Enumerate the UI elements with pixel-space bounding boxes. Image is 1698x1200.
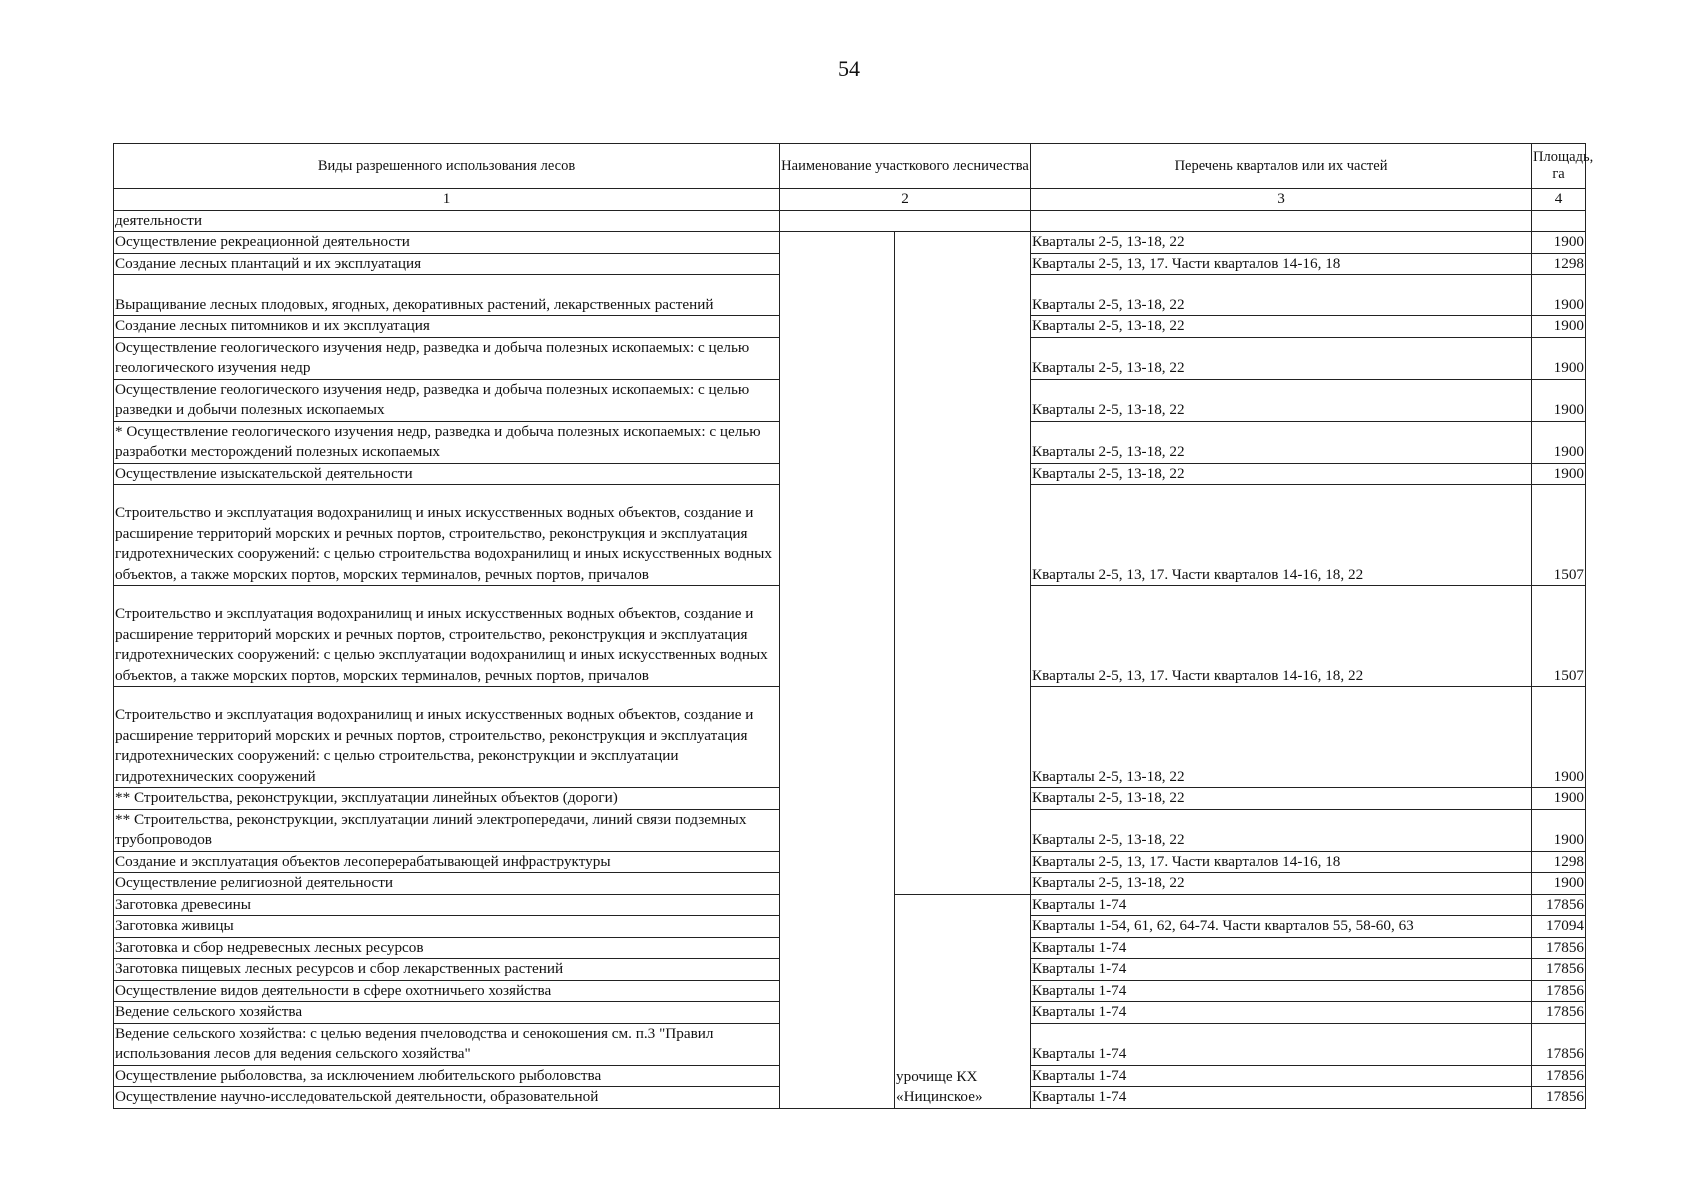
forest-use-cell: Осуществление геологического изучения недр, разведка и добыча полезных ископаемых: с целью геологического изучения недр — [114, 337, 780, 379]
area-cell: 17856 — [1532, 959, 1586, 981]
quarters-cell: Кварталы 2-5, 13-18, 22 — [1031, 421, 1532, 463]
area-cell: 1900 — [1532, 275, 1586, 316]
area-cell: 1900 — [1532, 232, 1586, 254]
continuation-blank — [1532, 210, 1586, 232]
quarters-cell: Кварталы 1-74 — [1031, 1002, 1532, 1024]
area-cell: 1900 — [1532, 421, 1586, 463]
column-number: 3 — [1031, 189, 1532, 211]
area-cell: 1900 — [1532, 809, 1586, 851]
quarters-cell: Кварталы 1-74 — [1031, 959, 1532, 981]
tract-name-cell: урочище КХ «Ницинское» — [895, 894, 1031, 1108]
forest-use-cell: Создание лесных питомников и их эксплуатация — [114, 316, 780, 338]
area-cell: 1900 — [1532, 316, 1586, 338]
forest-use-cell: Выращивание лесных плодовых, ягодных, декоративных растений, лекарственных растений — [114, 275, 780, 316]
continuation-blank — [1031, 210, 1532, 232]
forest-use-cell: Ведение сельского хозяйства — [114, 1002, 780, 1024]
forest-use-cell: Создание лесных плантаций и их эксплуатация — [114, 253, 780, 275]
area-cell: 17856 — [1532, 980, 1586, 1002]
forest-use-cell: Осуществление научно-исследовательской деятельности, образовательной — [114, 1087, 780, 1109]
forest-use-cell: Строительство и эксплуатация водохранилищ и иных искусственных водных объектов, создание и расширение территорий морских и речных портов, строительство, реконструкция и эксплуатация гидротехнических сооружений: с целью строительства водохранилищ и иных искусственных водных объектов, а также морских портов, морских терминалов, речных портов, причалов — [114, 485, 780, 586]
area-cell: 17856 — [1532, 1023, 1586, 1065]
quarters-cell: Кварталы 1-74 — [1031, 1087, 1532, 1109]
forest-use-cell: Осуществление изыскательской деятельности — [114, 463, 780, 485]
area-cell: 1507 — [1532, 485, 1586, 586]
forest-use-cell: Заготовка пищевых лесных ресурсов и сбор лекарственных растений — [114, 959, 780, 981]
forest-use-cell: ** Строительства, реконструкции, эксплуатации линий электропередачи, линий связи подземных трубопроводов — [114, 809, 780, 851]
page-number: 54 — [838, 56, 860, 81]
continuation-blank — [780, 210, 1031, 232]
header-area: Площадь, га — [1532, 144, 1586, 189]
forest-use-cell: Осуществление геологического изучения недр, разведка и добыча полезных ископаемых: с целью разведки и добычи полезных ископаемых — [114, 379, 780, 421]
quarters-cell: Кварталы 2-5, 13, 17. Части кварталов 14-16, 18, 22 — [1031, 485, 1532, 586]
quarters-cell: Кварталы 1-74 — [1031, 937, 1532, 959]
area-cell: 1507 — [1532, 586, 1586, 687]
table-header-row — [114, 144, 1586, 189]
area-cell: 17856 — [1532, 1065, 1586, 1087]
forest-use-cell: Ведение сельского хозяйства: с целью ведения пчеловодства и сенокошения см. п.3 "Правил использования лесов для ведения сельского хозяйства" — [114, 1023, 780, 1065]
area-cell: 1298 — [1532, 851, 1586, 873]
quarters-cell: Кварталы 1-74 — [1031, 980, 1532, 1002]
forest-use-cell: Заготовка живицы — [114, 916, 780, 938]
area-cell: 17094 — [1532, 916, 1586, 938]
area-cell: 1900 — [1532, 337, 1586, 379]
forest-use-cell: Осуществление рыболовства, за исключением любительского рыболовства — [114, 1065, 780, 1087]
quarters-cell: Кварталы 2-5, 13-18, 22 — [1031, 316, 1532, 338]
column-number-row — [114, 189, 1586, 211]
quarters-cell: Кварталы 2-5, 13-18, 22 — [1031, 463, 1532, 485]
quarters-cell: Кварталы 2-5, 13-18, 22 — [1031, 337, 1532, 379]
forest-use-cell: Осуществление видов деятельности в сфере охотничьего хозяйства — [114, 980, 780, 1002]
area-cell: 1900 — [1532, 687, 1586, 788]
quarters-cell: Кварталы 1-54, 61, 62, 64-74. Части кварталов 55, 58-60, 63 — [1031, 916, 1532, 938]
quarters-cell: Кварталы 2-5, 13-18, 22 — [1031, 788, 1532, 810]
quarters-cell: Кварталы 2-5, 13-18, 22 — [1031, 232, 1532, 254]
header-forest-use-types: Виды разрешенного использования лесов — [114, 144, 780, 189]
forest-use-cell: Заготовка древесины — [114, 894, 780, 916]
tract-blank-cell — [895, 232, 1031, 895]
quarters-cell: Кварталы 2-5, 13-18, 22 — [1031, 379, 1532, 421]
forest-use-cell: * Осуществление геологического изучения недр, разведка и добыча полезных ископаемых: с целью разработки месторождений полезных ископаемых — [114, 421, 780, 463]
area-cell: 17856 — [1532, 894, 1586, 916]
column-number: 4 — [1532, 189, 1586, 211]
district-name-cell — [780, 232, 895, 1109]
quarters-cell: Кварталы 1-74 — [1031, 894, 1532, 916]
area-cell: 1900 — [1532, 788, 1586, 810]
header-quarters-list: Перечень кварталов или их частей — [1031, 144, 1532, 189]
column-number: 2 — [780, 189, 1031, 211]
area-cell: 1900 — [1532, 873, 1586, 895]
forest-use-table — [113, 143, 1594, 1109]
quarters-cell: Кварталы 2-5, 13-18, 22 — [1031, 687, 1532, 788]
quarters-cell: Кварталы 1-74 — [1031, 1023, 1532, 1065]
quarters-cell: Кварталы 2-5, 13, 17. Части кварталов 14-16, 18, 22 — [1031, 586, 1532, 687]
forest-use-cell: Создание и эксплуатация объектов лесоперерабатывающей инфраструктуры — [114, 851, 780, 873]
quarters-cell: Кварталы 1-74 — [1031, 1065, 1532, 1087]
header-district-name: Наименование участкового лесничества — [780, 144, 1031, 189]
quarters-cell: Кварталы 2-5, 13-18, 22 — [1031, 873, 1532, 895]
quarters-cell: Кварталы 2-5, 13-18, 22 — [1031, 809, 1532, 851]
forest-use-cell: Осуществление религиозной деятельности — [114, 873, 780, 895]
area-cell: 17856 — [1532, 1002, 1586, 1024]
forest-use-cell: Строительство и эксплуатация водохранилищ и иных искусственных водных объектов, создание и расширение территорий морских и речных портов, строительство, реконструкция и эксплуатация гидротехнических сооружений: с целью эксплуатации водохранилищ и иных искусственных водных объектов, а также морских портов, морских терминалов, речных портов, причалов — [114, 586, 780, 687]
column-number: 1 — [114, 189, 780, 211]
area-cell: 1900 — [1532, 379, 1586, 421]
quarters-cell: Кварталы 2-5, 13, 17. Части кварталов 14-16, 18 — [1031, 851, 1532, 873]
continuation-row — [114, 210, 1586, 232]
quarters-cell: Кварталы 2-5, 13-18, 22 — [1031, 275, 1532, 316]
continuation-text: деятельности — [114, 210, 780, 232]
quarters-cell: Кварталы 2-5, 13, 17. Части кварталов 14-16, 18 — [1031, 253, 1532, 275]
table-row — [114, 232, 1586, 254]
area-cell: 1900 — [1532, 463, 1586, 485]
forest-use-cell: Заготовка и сбор недревесных лесных ресурсов — [114, 937, 780, 959]
table-body — [114, 210, 1586, 1108]
forest-use-cell: Строительство и эксплуатация водохранилищ и иных искусственных водных объектов, создание и расширение территорий морских и речных портов, строительство, реконструкция и эксплуатация гидротехнических сооружений: с целью строительства, реконструкции и эксплуатации гидротехнических сооружений — [114, 687, 780, 788]
forest-use-cell: ** Строительства, реконструкции, эксплуатации линейных объектов (дороги) — [114, 788, 780, 810]
area-cell: 1298 — [1532, 253, 1586, 275]
area-cell: 17856 — [1532, 1087, 1586, 1109]
area-cell: 17856 — [1532, 937, 1586, 959]
forest-use-cell: Осуществление рекреационной деятельности — [114, 232, 780, 254]
